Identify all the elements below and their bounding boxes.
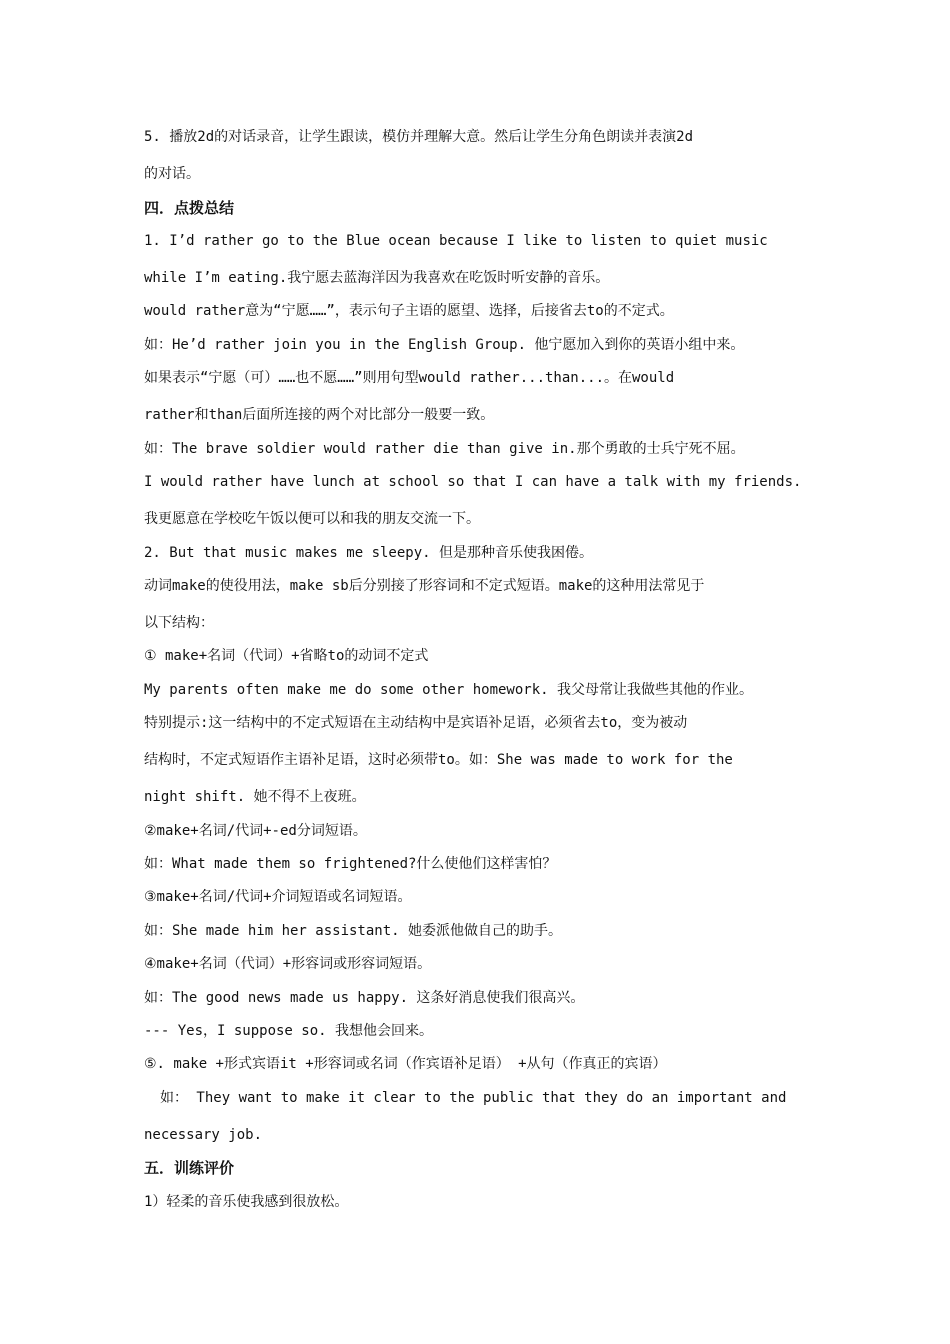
would-rather-than-explanation: 如果表示“宁愿（可）……也不愿……”则用句型would rather...than...。在would — [144, 370, 675, 386]
exercise-1: 1）轻柔的音乐使我感到很放松。 — [144, 1194, 349, 1210]
would-rather-explanation: would rather意为“宁愿……”，表示句子主语的愿望、选择，后接省去to的不定式。 — [144, 303, 674, 319]
would-rather-than-explanation-cont: rather和than后面所连接的两个对比部分一般要一致。 — [144, 407, 495, 423]
example-line: 如：The brave soldier would rather die than give in.那个勇敢的士兵宁死不屈。 — [144, 441, 745, 457]
section-heading-4: 四．点拨总结 — [144, 199, 235, 217]
make-usage-explanation: 动词make的使役用法，make sb后分别接了形容词和不定式短语。make的这种用法常见于 — [144, 578, 705, 594]
structure-5: ⑤. make +形式宾语it +形容词或名词（作宾语补足语） +从句（作真正的宾语） — [144, 1056, 667, 1072]
step-5-line-2: 的对话。 — [144, 166, 200, 182]
point-1-sentence: 1. I’d rather go to the Blue ocean because I like to listen to quiet music — [144, 233, 768, 249]
special-note: 特别提示:这一结构中的不定式短语在主动结构中是宾语补足语，必须省去to，变为被动 — [144, 715, 688, 731]
point-2-sentence: 2. But that music makes me sleepy. 但是那种音乐使我困倦。 — [144, 545, 594, 561]
section-heading-5: 五．训练评价 — [144, 1159, 235, 1177]
special-note-cont: 结构时，不定式短语作主语补足语，这时必须带to。如：She was made to work for the — [144, 752, 733, 768]
example-translation: 我更愿意在学校吃午饭以便可以和我的朋友交流一下。 — [144, 511, 480, 527]
structure-1: ① make+名词（代词）+省略to的动词不定式 — [144, 648, 429, 664]
example-line-cont: necessary job. — [144, 1127, 263, 1143]
point-1-sentence-cont: while I’m eating.我宁愿去蓝海洋因为我喜欢在吃饭时听安静的音乐。 — [144, 270, 610, 286]
example-line: 如：What made them so frightened?什么使他们这样害怕？ — [144, 856, 557, 872]
structure-4: ④make+名词（代词）+形容词或形容词短语。 — [144, 956, 432, 972]
example-line: 如：She made him her assistant. 她委派他做自己的助手。 — [144, 923, 563, 939]
example-line: 如：The good news made us happy. 这条好消息使我们很高兴。 — [144, 990, 585, 1006]
example-line: 如：He’d rather join you in the English Group. 他宁愿加入到你的英语小组中来。 — [144, 337, 745, 353]
special-note-cont: night shift. 她不得不上夜班。 — [144, 789, 366, 805]
example-line: My parents often make me do some other homework. 我父母常让我做些其他的作业。 — [144, 682, 754, 698]
structure-3: ③make+名词/代词+介词短语或名词短语。 — [144, 889, 412, 905]
example-line: --- Yes，I suppose so. 我想他会回来。 — [144, 1023, 434, 1039]
example-line: 如： They want to make it clear to the public that they do an important and — [160, 1090, 787, 1106]
structure-2: ②make+名词/代词+-ed分词短语。 — [144, 823, 367, 839]
step-5-line-1: 5. 播放2d的对话录音，让学生跟读，模仿并理解大意。然后让学生分角色朗读并表演2d — [144, 129, 693, 145]
make-usage-explanation-cont: 以下结构： — [144, 615, 214, 631]
example-line: I would rather have lunch at school so that I can have a talk with my friends. — [144, 474, 802, 490]
